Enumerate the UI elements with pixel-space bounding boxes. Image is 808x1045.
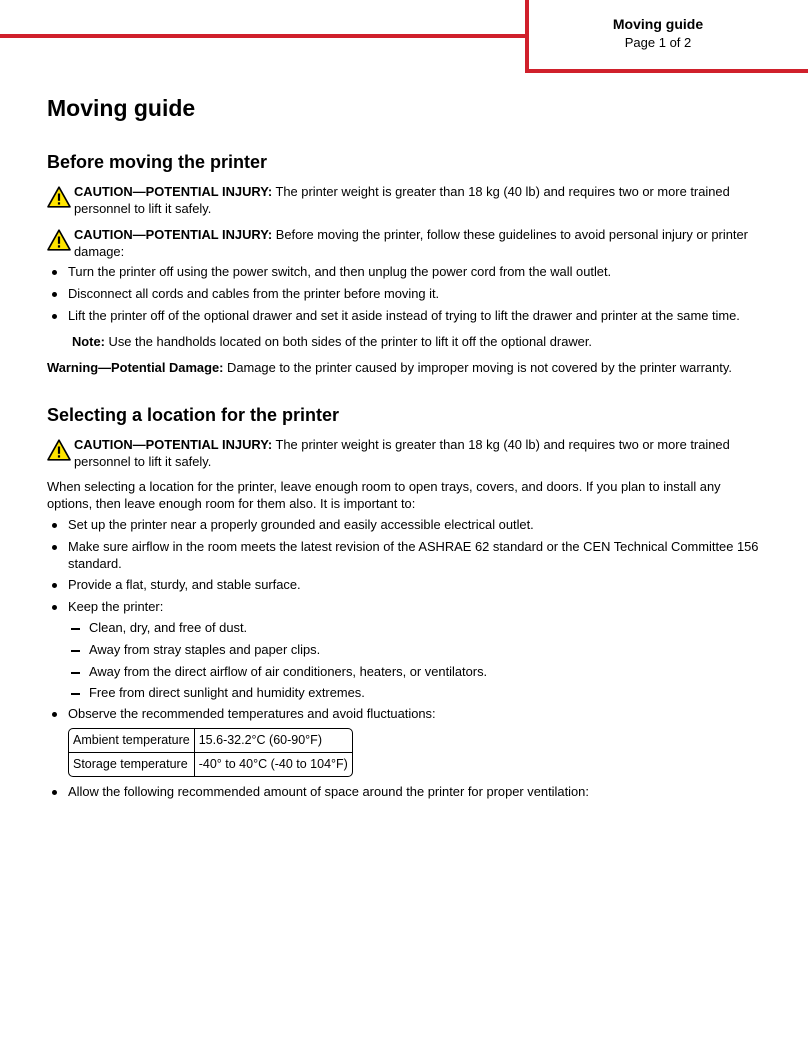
sub-list-item [71, 685, 761, 702]
list-item [47, 308, 767, 325]
header-title: Moving guide [612, 16, 704, 32]
sub-list-item-text: Away from stray staples and paper clips. [89, 642, 321, 657]
warning-triangle-icon [47, 439, 71, 461]
warning-triangle-icon [47, 229, 71, 251]
header-page-number: Page 1 of 2 [624, 35, 692, 50]
dash-icon [71, 650, 80, 652]
bullet-icon [52, 270, 57, 275]
note-text: Use the handholds located on both sides of the printer to lift it off the optional drawer. [104, 334, 593, 349]
header-rule [0, 34, 529, 38]
caution-guidelines [47, 227, 767, 260]
caution-text: The printer weight is greater than 18 kg (40 lb) and requires two or more trained personnel to lift it safely. [74, 184, 730, 216]
bullet-icon [52, 712, 57, 717]
table-row [69, 753, 352, 776]
sub-list-item-text: Clean, dry, and free of dust. [89, 620, 248, 635]
note [72, 334, 767, 351]
list-item [47, 784, 767, 801]
caution-label: CAUTION—POTENTIAL INJURY: [74, 437, 273, 452]
list-item-text: Observe the recommended temperatures and avoid fluctuations: [68, 706, 436, 721]
warning-text: Damage to the printer caused by improper moving is not covered by the printer warranty. [223, 360, 732, 375]
caution-weight [47, 184, 767, 217]
page-title: Moving guide [47, 95, 196, 121]
caution-label: CAUTION—POTENTIAL INJURY: [74, 227, 273, 242]
bullet-icon [52, 523, 57, 528]
list-item [47, 577, 767, 594]
dash-icon [71, 693, 80, 695]
list-item [47, 539, 767, 572]
list-item [47, 517, 767, 534]
list-item-text: Allow the following recommended amount of space around the printer for proper ventilation: [68, 784, 589, 799]
table-cell-label: Ambient temperature [69, 729, 195, 753]
location-intro: When selecting a location for the printer, leave enough room to open trays, covers, and doors. If you plan to install any options, then leave enough room for them also. It is important to: [47, 479, 721, 511]
warning-triangle-icon [47, 186, 71, 208]
caution-weight-2 [47, 437, 767, 470]
header-box-bottom-edge [525, 69, 808, 73]
table-cell-value: 15.6-32.2°C (60-90°F) [195, 729, 352, 753]
bullet-icon [52, 790, 57, 795]
list-item-text: Provide a flat, sturdy, and stable surface. [68, 577, 301, 592]
list-item-text: Lift the printer off of the optional drawer and set it aside instead of trying to lift the drawer and printer at the same time. [68, 308, 740, 323]
note-label: Note: [72, 334, 105, 349]
list-item [47, 599, 767, 616]
caution-text: The printer weight is greater than 18 kg (40 lb) and requires two or more trained personnel to lift it safely. [74, 437, 730, 469]
bullet-icon [52, 545, 57, 550]
temperature-table [68, 728, 353, 777]
bullet-icon [52, 605, 57, 610]
list-item-text: Disconnect all cords and cables from the printer before moving it. [68, 286, 440, 301]
list-item [47, 264, 767, 281]
sub-list-item-text: Away from the direct airflow of air conditioners, heaters, or ventilators. [89, 664, 488, 679]
table-row [69, 729, 352, 753]
table-cell-value: -40° to 40°C (-40 to 104°F) [198, 757, 348, 772]
list-item-text: Make sure airflow in the room meets the latest revision of the ASHRAE 62 standard or the CEN Technical Committee 156 standard. [68, 539, 759, 571]
list-item [47, 706, 767, 723]
section-heading-before-moving: Before moving the printer [47, 152, 268, 172]
list-item-text: Set up the printer near a properly grounded and easily accessible electrical outlet. [68, 517, 534, 532]
sub-list-item [71, 664, 761, 681]
dash-icon [71, 628, 80, 630]
list-item-text: Keep the printer: [68, 599, 164, 614]
bullet-icon [52, 292, 57, 297]
dash-icon [71, 672, 80, 674]
sub-list-item-text: Free from direct sunlight and humidity extremes. [89, 685, 365, 700]
warning-damage [47, 360, 767, 377]
sub-list-item [71, 642, 761, 659]
section-heading-selecting-location: Selecting a location for the printer [47, 405, 340, 425]
sub-list-item [71, 620, 761, 637]
bullet-icon [52, 314, 57, 319]
bullet-icon [52, 583, 57, 588]
list-item-text: Turn the printer off using the power switch, and then unplug the power cord from the wall outlet. [68, 264, 612, 279]
list-item [47, 286, 767, 303]
caution-text: Before moving the printer, follow these guidelines to avoid personal injury or printer damage: [74, 227, 748, 259]
caution-label: CAUTION—POTENTIAL INJURY: [74, 184, 273, 199]
warning-label: Warning—Potential Damage: [47, 360, 224, 375]
table-cell-label: Storage temperature [69, 753, 195, 776]
